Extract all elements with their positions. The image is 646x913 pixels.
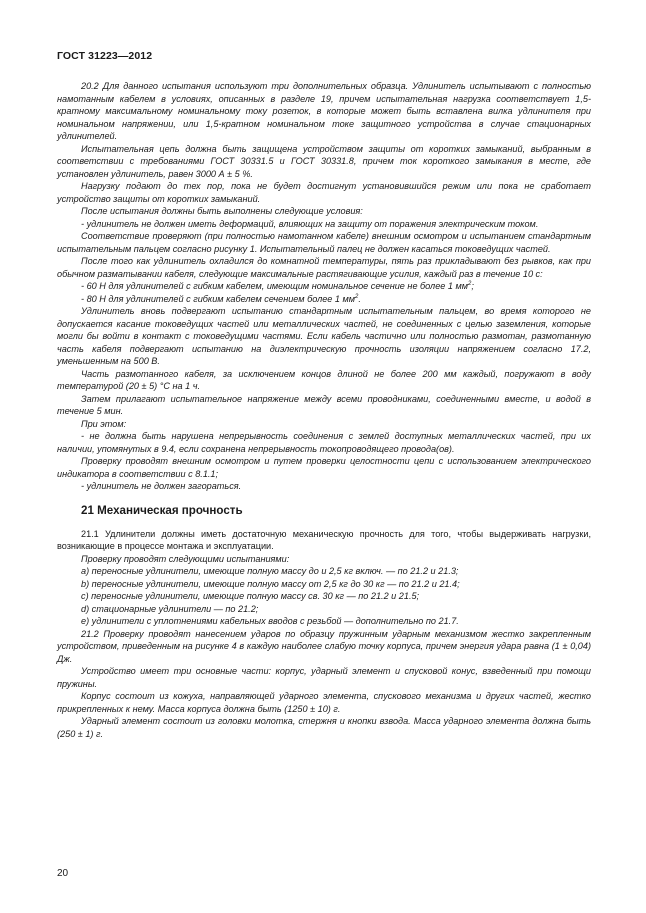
- paragraph-with-this: При этом:: [81, 418, 127, 429]
- list-item-80n: [57, 293, 591, 306]
- paragraph-test-circuit: Испытательная цепь должна быть защищена устройством защиты от коротких замыканий, выбранным в соответствии с требованиями ГОСТ 30331.5 и ГОСТ 30331.8, причем ток короткого замыкания в месте, где установлен удлинитель, равен 3000 А ± 5 %.: [57, 143, 591, 179]
- paragraph-tests-intro: Проверку проводят следующими испытаниями:: [81, 553, 290, 564]
- list-item-60n-text: - 60 Н для удлинителей с гибким кабелем, имеющим номинальное сечение не более 1 мм: [81, 281, 469, 291]
- page-body: [57, 80, 591, 740]
- superscript-2: 2: [468, 280, 472, 287]
- list-item-e: e) удлинители с уплотнениями кабельных вводов с резьбой — дополнительно по 21.7.: [81, 616, 459, 626]
- document-code-header: ГОСТ 31223—2012: [57, 50, 153, 62]
- paragraph-pull-forces: После того как удлинитель охладился до комнатной температуры, пять раз прикладывают без рывков, как при обычном разматывании кабеля, следующие максимальные растягивающие усилия, каждый раз в течение 10 с:: [57, 256, 591, 279]
- paragraph-device-parts: Устройство имеет три основные части: корпус, ударный элемент и спусковой конус, взведенный при помощи пружины.: [57, 666, 591, 689]
- section-title-21: 21 Механическая прочность: [81, 503, 243, 517]
- paragraph-test-voltage: Затем прилагают испытательное напряжение между всеми проводниками, соединенными вместе, и водой в течение 5 мин.: [57, 393, 591, 416]
- list-item-no-ignition: - удлинитель не должен загораться.: [81, 481, 242, 491]
- paragraph-water-immersion: Часть размотанного кабеля, за исключением концов длиной не более 200 мм каждый, погружают в воду температурой (20 ± 5) °С на 1 ч.: [57, 368, 591, 391]
- paragraph-striker-mass: Ударный элемент состоит из головки молотка, стержня и кнопки взвода. Масса ударного элемента должна быть (250 ± 1) г.: [57, 716, 591, 739]
- list-item-60n-end: ;: [471, 281, 474, 291]
- list-item-d: d) стационарные удлинители — по 21.2;: [81, 603, 259, 614]
- paragraph-continuity-check: Проверку проводят внешним осмотром и путем проверки целостности цепи с использованием электрического индикатора в соответствии с 8.1.1;: [57, 456, 591, 479]
- paragraph-20-2: 20.2 Для данного испытания используют три дополнительных образца. Удлинитель испытывают с полностью намотанным кабелем в условиях, описанных в разделе 19, причем испытательная нагрузка соответствует 1,5-кратному максимальному номинальному току розеток, в которые может быть вставлена вилка удлинителя при номинальном напряжении, или 1,5-кратном номинальном токе защитного устройства в случае стационарных удлинителей.: [57, 81, 591, 141]
- list-item-no-deformation: - удлинитель не должен иметь деформаций, влияющих на защиту от поражения электрическим током.: [81, 218, 539, 229]
- list-item-b: b) переносные удлинители, имеющие полную массу от 2,5 кг до 30 кг — по 21.2 и 21.4;: [81, 578, 460, 589]
- list-item-a: а) переносные удлинители, имеющие полную массу до и 2,5 кг включ. — по 21.2 и 21.3;: [81, 566, 459, 576]
- list-item-80n-text: - 80 Н для удлинителей с гибким кабелем сечением более 1 мм: [81, 293, 356, 304]
- paragraph-load: Нагрузку подают до тех пор, пока не будет достигнут установившийся режим или пока не сработает устройство защиты от коротких замыканий.: [57, 181, 591, 204]
- paragraph-compliance-check: Соответствие проверяют (при полностью намотанном кабеле) внешним осмотром и испытанием стандартным испытательным пальцем согласно рисунку 1. Испытательный палец не должен касаться токоведущих частей.: [57, 231, 591, 254]
- list-item-c: с) переносные удлинители, имеющие полную массу св. 30 кг — по 21.2 и 21.5;: [81, 591, 420, 601]
- list-item-earth-continuity: - не должна быть нарушена непрерывность соединения с землей доступных металлических частей, при их наличии, упомянутых в 9.4, если сохранена непрерывность токопроводящего провода(ов).: [57, 431, 591, 454]
- paragraph-body-mass: Корпус состоит из кожуха, направляющей ударного элемента, спускового механизма и других частей, жестко прикрепленных к нему. Масса корпуса должна быть (1250 ± 10) г.: [57, 691, 591, 714]
- paragraph-21-1: 21.1 Удлинители должны иметь достаточную механическую прочность для того, чтобы выдерживать нагрузки, возникающие в процессе монтажа и эксплуатации.: [57, 528, 591, 551]
- list-item-80n-end: .: [358, 293, 361, 304]
- page-number: 20: [57, 868, 69, 879]
- list-item-60n: [57, 280, 591, 293]
- paragraph-after-test: После испытания должны быть выполнены следующие условия:: [81, 206, 363, 216]
- paragraph-finger-test: Удлинитель вновь подвергают испытанию стандартным испытательным пальцем, во время которого не допускается касание токоведущих частей или металлических частей, не соединенных с целью заземления, которые могли бы войти в контакт с токоведущими частями. Если кабель частично или полностью размотан, размотанную часть кабеля подвергают испытанию на диэлектрическую прочность изоляции напряжением согласно 17.2, уменьшенным на 500 В.: [57, 306, 591, 366]
- paragraph-21-2: 21.2 Проверку проводят нанесением ударов по образцу пружинным ударным механизмом жестко закрепленным устройством, приведенным на рисунке 4 в каждую наиболее слабую точку корпуса, причем энергия удара равна (1 ± 0,04) Дж.: [57, 628, 591, 664]
- superscript-2: 2: [355, 293, 359, 300]
